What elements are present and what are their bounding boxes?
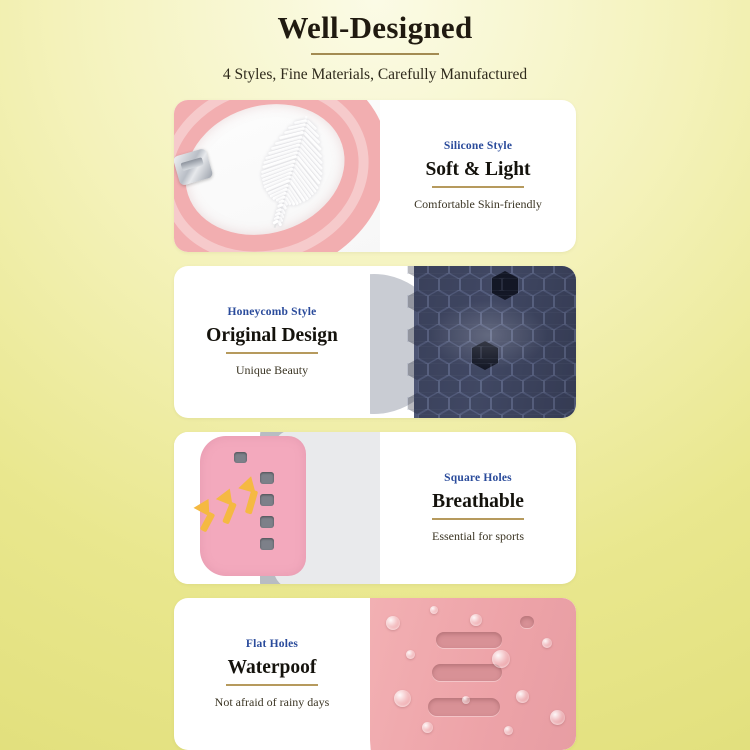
honeycomb-cell (555, 398, 574, 409)
honeycomb-cell (429, 398, 448, 409)
honeycomb-cell (503, 381, 522, 392)
feature-headline: Waterpoof (227, 657, 317, 679)
feature-description: Comfortable Skin-friendly (414, 196, 542, 211)
honeycomb-cell (440, 415, 459, 418)
honeycomb-cell (555, 296, 574, 307)
honeycomb-cell (450, 398, 469, 409)
feature-card-honeycomb-style (174, 266, 576, 418)
honeycomb-cell (566, 313, 577, 324)
square-hole (260, 516, 274, 528)
honeycomb-cell (534, 266, 553, 273)
water-droplet-icon (422, 722, 433, 733)
honeycomb-cell (555, 330, 574, 341)
product-photo-flat-holes (370, 598, 576, 750)
flat-hole (436, 632, 502, 648)
feature-card-text (174, 266, 370, 418)
honeycomb-cell (471, 398, 490, 409)
square-hole (234, 452, 247, 463)
honeycomb-cell (524, 381, 543, 392)
honeycomb-cell (471, 266, 490, 273)
title-divider (311, 53, 439, 55)
flat-hole (520, 616, 534, 628)
honeycomb-cell (461, 415, 480, 418)
feature-headline: Breathable (432, 491, 524, 513)
feature-eyebrow: Square Holes (444, 472, 512, 485)
band-glow (428, 300, 548, 370)
feature-eyebrow: Silicone Style (443, 140, 513, 153)
feature-card-text (174, 598, 370, 750)
honeycomb-cell (461, 381, 480, 392)
water-droplet-icon (470, 614, 482, 626)
feature-description: Essential for sports (432, 528, 524, 543)
honeycomb-cell (492, 266, 511, 273)
honeycomb-cell (450, 266, 469, 273)
feature-headline: Soft & Light (425, 159, 531, 181)
honeycomb-cell (408, 266, 427, 273)
honeycomb-cell (513, 266, 532, 273)
honeycomb-cell (440, 381, 459, 392)
honeycomb-cell (545, 279, 564, 290)
feature-card-text (380, 432, 576, 584)
water-droplet-icon (406, 650, 415, 659)
honeycomb-cell (545, 381, 564, 392)
honeycomb-cell (566, 381, 577, 392)
honeycomb-cell (555, 364, 574, 375)
honeycomb-cell (408, 296, 427, 307)
honeycomb-cell (482, 381, 501, 392)
feature-card-flat-holes (174, 598, 576, 750)
honeycomb-cell (503, 415, 522, 418)
honeycomb-cell (503, 279, 522, 290)
honeycomb-cell (461, 279, 480, 290)
honeycomb-cell (429, 266, 448, 273)
product-photo-silicone-style (174, 100, 380, 252)
honeycomb-cell (555, 266, 574, 273)
feature-description: Unique Beauty (235, 362, 309, 377)
water-droplet-icon (516, 690, 529, 703)
water-droplet-icon (492, 650, 510, 668)
honeycomb-cell (408, 364, 427, 375)
honeycomb-cell (566, 347, 577, 358)
honeycomb-cell (492, 398, 511, 409)
water-droplet-icon (504, 726, 513, 735)
feature-eyebrow: Flat Holes (245, 638, 299, 651)
feature-card-silicone-style (174, 100, 576, 252)
honeycomb-cell (545, 415, 564, 418)
honeycomb-cell (408, 398, 427, 409)
square-hole (260, 472, 274, 484)
feature-eyebrow: Honeycomb Style (227, 306, 317, 319)
headline-divider (432, 518, 524, 520)
product-photo-honeycomb-style (370, 266, 576, 418)
honeycomb-cell (482, 415, 501, 418)
honeycomb-cell (566, 415, 577, 418)
water-droplet-icon (386, 616, 400, 630)
honeycomb-cell (440, 279, 459, 290)
product-photo-square-holes (174, 432, 380, 584)
honeycomb-cell (408, 330, 427, 341)
honeycomb-cell (419, 381, 438, 392)
honeycomb-cell (524, 279, 543, 290)
headline-divider (432, 186, 524, 188)
honeycomb-cell (534, 398, 553, 409)
water-droplet-icon (430, 606, 438, 614)
feature-card-list (0, 100, 750, 750)
feature-card-square-holes (174, 432, 576, 584)
page-header (0, 0, 750, 84)
page-subtitle: 4 Styles, Fine Materials, Carefully Manufactured (222, 66, 528, 83)
square-hole (260, 538, 274, 550)
water-droplet-icon (542, 638, 552, 648)
honeycomb-cell (513, 398, 532, 409)
water-droplet-icon (462, 696, 470, 704)
water-droplet-icon (550, 710, 565, 725)
flat-hole (432, 664, 502, 681)
page-title: Well-Designed (277, 10, 473, 45)
headline-divider (226, 352, 318, 354)
honeycomb-cell (419, 279, 438, 290)
honeycomb-cell (566, 279, 577, 290)
feature-card-text (380, 100, 576, 252)
headline-divider (226, 684, 318, 686)
feature-description: Not afraid of rainy days (214, 694, 330, 709)
honeycomb-cell (524, 415, 543, 418)
feature-headline: Original Design (206, 325, 338, 347)
water-droplet-icon (394, 690, 411, 707)
honeycomb-cell (482, 279, 501, 290)
honeycomb-cell (419, 415, 438, 418)
square-hole (260, 494, 274, 506)
